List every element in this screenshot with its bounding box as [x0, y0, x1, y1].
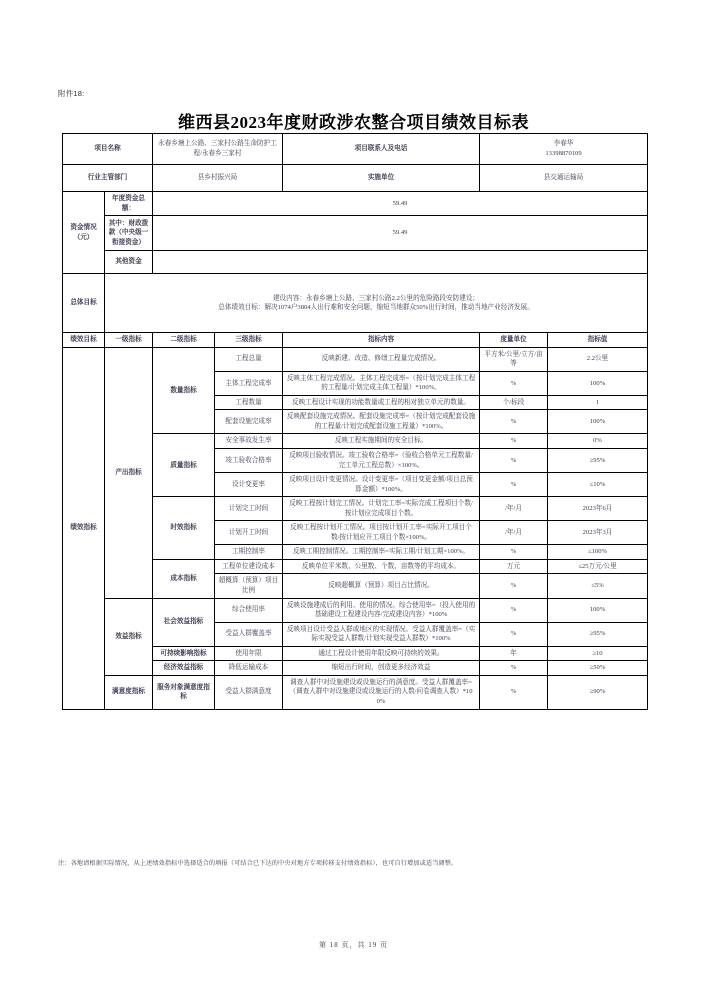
- unit-cell-1: %: [480, 371, 548, 395]
- unit-cell-7: /年/月: [480, 497, 548, 521]
- level3-cell-3: 配套设施完成率: [215, 410, 283, 434]
- table-row-funding-total: [63, 192, 648, 216]
- level1-cell-1: 效益指标: [105, 598, 153, 675]
- level3-cell-9: 工期控制率: [215, 545, 283, 560]
- level3-cell-1: 主体工程完成率: [215, 371, 283, 395]
- dept-label: 行业主管部门: [63, 165, 153, 192]
- value-cell-6: ≤10%: [548, 473, 648, 497]
- overall-goal-label: 总体目标: [63, 274, 105, 333]
- page-title: 维西县2023年度财政涉农整合项目绩效目标表: [178, 113, 529, 132]
- value-cell-7: 2023年6月: [548, 497, 648, 521]
- level2-cell-2: 时效指标: [153, 497, 215, 560]
- value-cell-11: ≤5%: [548, 574, 648, 598]
- level3-cell-16: 受益人群满意度: [215, 675, 283, 709]
- level3-cell-11: 超概算（预算）项目比例: [215, 574, 283, 598]
- unit-cell-6: %: [480, 473, 548, 497]
- overall-goal-line-2: 总体绩效目标：解决1074户3804人出行难和安全问题，缩短当地群众50%出行时间，推动当地产业经济发展。: [218, 304, 534, 312]
- funding-row-label-2: 其他资金: [105, 251, 153, 274]
- value-cell-16: ≥90%: [548, 675, 648, 709]
- funding-row-value-2: [153, 251, 648, 274]
- unit-cell-8: /年/月: [480, 521, 548, 545]
- content-cell-12: 反映设施建成后的利用、使用的情况。综合使用率=（投入使用的基础建设工程建设内容/完成建设内容）*100%: [283, 598, 480, 622]
- unit-cell-2: 个/标段: [480, 395, 548, 410]
- level3-cell-10: 工程单位建设成本: [215, 559, 283, 574]
- project-name-value: 永春乡塘上公路、三家村公路生命防护工程/永春乡三家村: [153, 134, 283, 165]
- unit-label: 实施单位: [283, 165, 480, 192]
- level3-cell-13: 受益人群覆盖率: [215, 622, 283, 646]
- level3-cell-8: 计划开工时间: [215, 521, 283, 545]
- unit-cell-3: %: [480, 410, 548, 434]
- unit-cell-14: 年: [480, 646, 548, 661]
- value-cell-15: ≥50%: [548, 661, 648, 676]
- level3-cell-6: 设计变更率: [215, 473, 283, 497]
- overall-goal-line-1: 建设内容：永春乡塘上公路、三家村公路2.2公里的危险路段安防建设；: [272, 294, 480, 302]
- level2-cell-0: 数量指标: [153, 347, 215, 434]
- content-cell-11: 反映超概算（预算）项目占比情况。: [283, 574, 480, 598]
- level3-cell-15: 降低运输成本: [215, 661, 283, 676]
- value-cell-12: 100%: [548, 598, 648, 622]
- content-cell-0: 反映新建、改造、修缮工程量完成情况。: [283, 347, 480, 371]
- level3-cell-12: 综合使用率: [215, 598, 283, 622]
- level3-cell-5: 竣工验收合格率: [215, 449, 283, 473]
- content-cell-2: 反映工程设计实现的功能数量或工程的相对独立单元的数量。: [283, 395, 480, 410]
- value-cell-3: 100%: [548, 410, 648, 434]
- unit-cell-16: %: [480, 675, 548, 709]
- level2-cell-4: 社会效益指标: [153, 598, 215, 646]
- unit-cell-0: 平方米/公里/立方/亩等: [480, 347, 548, 371]
- contact-phone: 13398870109: [545, 150, 582, 157]
- level3-cell-2: 工程数量: [215, 395, 283, 410]
- column-header-0: 绩效目标: [63, 333, 105, 348]
- level3-cell-14: 使用年限: [215, 646, 283, 661]
- content-cell-16: 调查人群中对设施建设或设施运行的满意度。受益人群覆盖率=（调查人群中对设施建设或设施运行的人数/问卷调查人数）*100%: [283, 675, 480, 709]
- column-header-3: 三级指标: [215, 333, 283, 348]
- unit-cell-5: %: [480, 449, 548, 473]
- level2-cell-1: 质量指标: [153, 434, 215, 497]
- value-cell-5: ≥95%: [548, 449, 648, 473]
- overall-goal-value: [105, 274, 648, 333]
- column-header-4: 指标内容: [283, 333, 480, 348]
- value-cell-2: 1: [548, 395, 648, 410]
- footnote: 注：各地请根据实际情况，从上述绩效指标中选择适合的填报（可结合已下达的中央对地方专项转移支付绩效指标），也可自行增加或适当调整。: [58, 860, 458, 867]
- content-cell-15: 缩短出行时间，创造更多经济效益: [283, 661, 480, 676]
- content-cell-14: 通过工程设计使用年限反映可持续的效果。: [283, 646, 480, 661]
- content-cell-3: 反映配套设施完成情况。配套设施完成率=（按计划完成配套设施的工程量/计划完成配套设施工程量）*100%。: [283, 410, 480, 434]
- content-cell-13: 反映项目设计受益人群或地区的实现情况。受益人群覆盖率=（实际实现受益人群数/计划实现受益人群数）*100%: [283, 622, 480, 646]
- table-row: [63, 598, 648, 622]
- table-header-row: [63, 333, 648, 348]
- funding-label: 资金情况（元）: [63, 192, 105, 274]
- unit-cell-9: %: [480, 545, 548, 560]
- column-header-1: 一级指标: [105, 333, 153, 348]
- table-row: [63, 675, 648, 709]
- page-footer: 第 18 页，共 19 页: [319, 941, 388, 949]
- table-row-department: [63, 165, 648, 192]
- unit-value: 县交通运输局: [480, 165, 648, 192]
- funding-row-label-1: 其中：财政拨款（中央级一衔接资金）: [105, 216, 153, 251]
- value-cell-0: 2.2公里: [548, 347, 648, 371]
- value-cell-4: 0%: [548, 434, 648, 449]
- content-cell-5: 反映项目验收情况。竣工验收合格率=（验收合格单元工程数量/完工单元工程总数）×100%。: [283, 449, 480, 473]
- performance-goal-cell: 绩效指标: [63, 347, 105, 709]
- level1-cell-2: 满意度指标: [105, 675, 153, 709]
- unit-cell-12: %: [480, 598, 548, 622]
- table-row-funding-other: [63, 251, 648, 274]
- funding-row-label-0: 年度资金总额：: [105, 192, 153, 216]
- unit-cell-10: 万元: [480, 559, 548, 574]
- level2-cell-3: 成本指标: [153, 559, 215, 598]
- table-row-project-name: [63, 134, 648, 165]
- level2-cell-7: 服务对象满意度指标: [153, 675, 215, 709]
- level1-cell-0: 产出指标: [105, 347, 153, 598]
- column-header-5: 度量单位: [480, 333, 548, 348]
- value-cell-14: ≥10: [548, 646, 648, 661]
- table-row: [63, 347, 648, 371]
- value-cell-8: 2023年3月: [548, 521, 648, 545]
- unit-cell-4: %: [480, 434, 548, 449]
- value-cell-1: 100%: [548, 371, 648, 395]
- unit-cell-11: %: [480, 574, 548, 598]
- funding-row-value-0: 59.49: [153, 192, 648, 216]
- unit-cell-13: %: [480, 622, 548, 646]
- content-cell-1: 反映主体工程完成情况。主体工程完成率=（按计划完成主体工程的工程量/计划完成主体工程量）*100%。: [283, 371, 480, 395]
- attachment-label: 附件18:: [58, 89, 85, 98]
- value-cell-10: ≤25万元/公里: [548, 559, 648, 574]
- table-row-funding-fiscal: [63, 216, 648, 251]
- dept-value: 县乡村振兴局: [153, 165, 283, 192]
- level2-cell-6: 经济效益指标: [153, 661, 215, 676]
- content-cell-7: 反映工程按计划完工情况。计划完工率=实际完成工程项目个数/按计划应完成项目个数。: [283, 497, 480, 521]
- value-cell-13: ≥95%: [548, 622, 648, 646]
- level2-cell-5: 可持续影响指标: [153, 646, 215, 661]
- table-row-overall-goal: [63, 274, 648, 333]
- content-cell-4: 反映工程实施期间的安全目标。: [283, 434, 480, 449]
- level3-cell-7: 计划完工时间: [215, 497, 283, 521]
- column-header-2: 二级指标: [153, 333, 215, 348]
- contact-label: 项目联系人及电话: [283, 134, 480, 165]
- funding-row-value-1: 59.49: [153, 216, 648, 251]
- performance-target-table: [62, 133, 648, 710]
- content-cell-8: 反映工程按计划开工情况。项目按计划开工率=实际开工项目个数/按计划应开工项目个数×100%。: [283, 521, 480, 545]
- content-cell-9: 反映工期控制情况。工期控制率=实际工期/计划工期×100%。: [283, 545, 480, 560]
- unit-cell-15: %: [480, 661, 548, 676]
- contact-name: 李春华: [553, 140, 574, 148]
- level3-cell-0: 工程总量: [215, 347, 283, 371]
- content-cell-6: 反映项目设计变更情况。设计变更率=（项目变更金额/项目总预算金额）*100%。: [283, 473, 480, 497]
- value-cell-9: ≤100%: [548, 545, 648, 560]
- contact-value: [480, 134, 648, 165]
- level3-cell-4: 安全事故发生率: [215, 434, 283, 449]
- column-header-6: 指标值: [548, 333, 648, 348]
- content-cell-10: 反映单位平米数、公里数、个数、亩数等的平均成本。: [283, 559, 480, 574]
- project-name-label: 项目名称: [63, 134, 153, 165]
